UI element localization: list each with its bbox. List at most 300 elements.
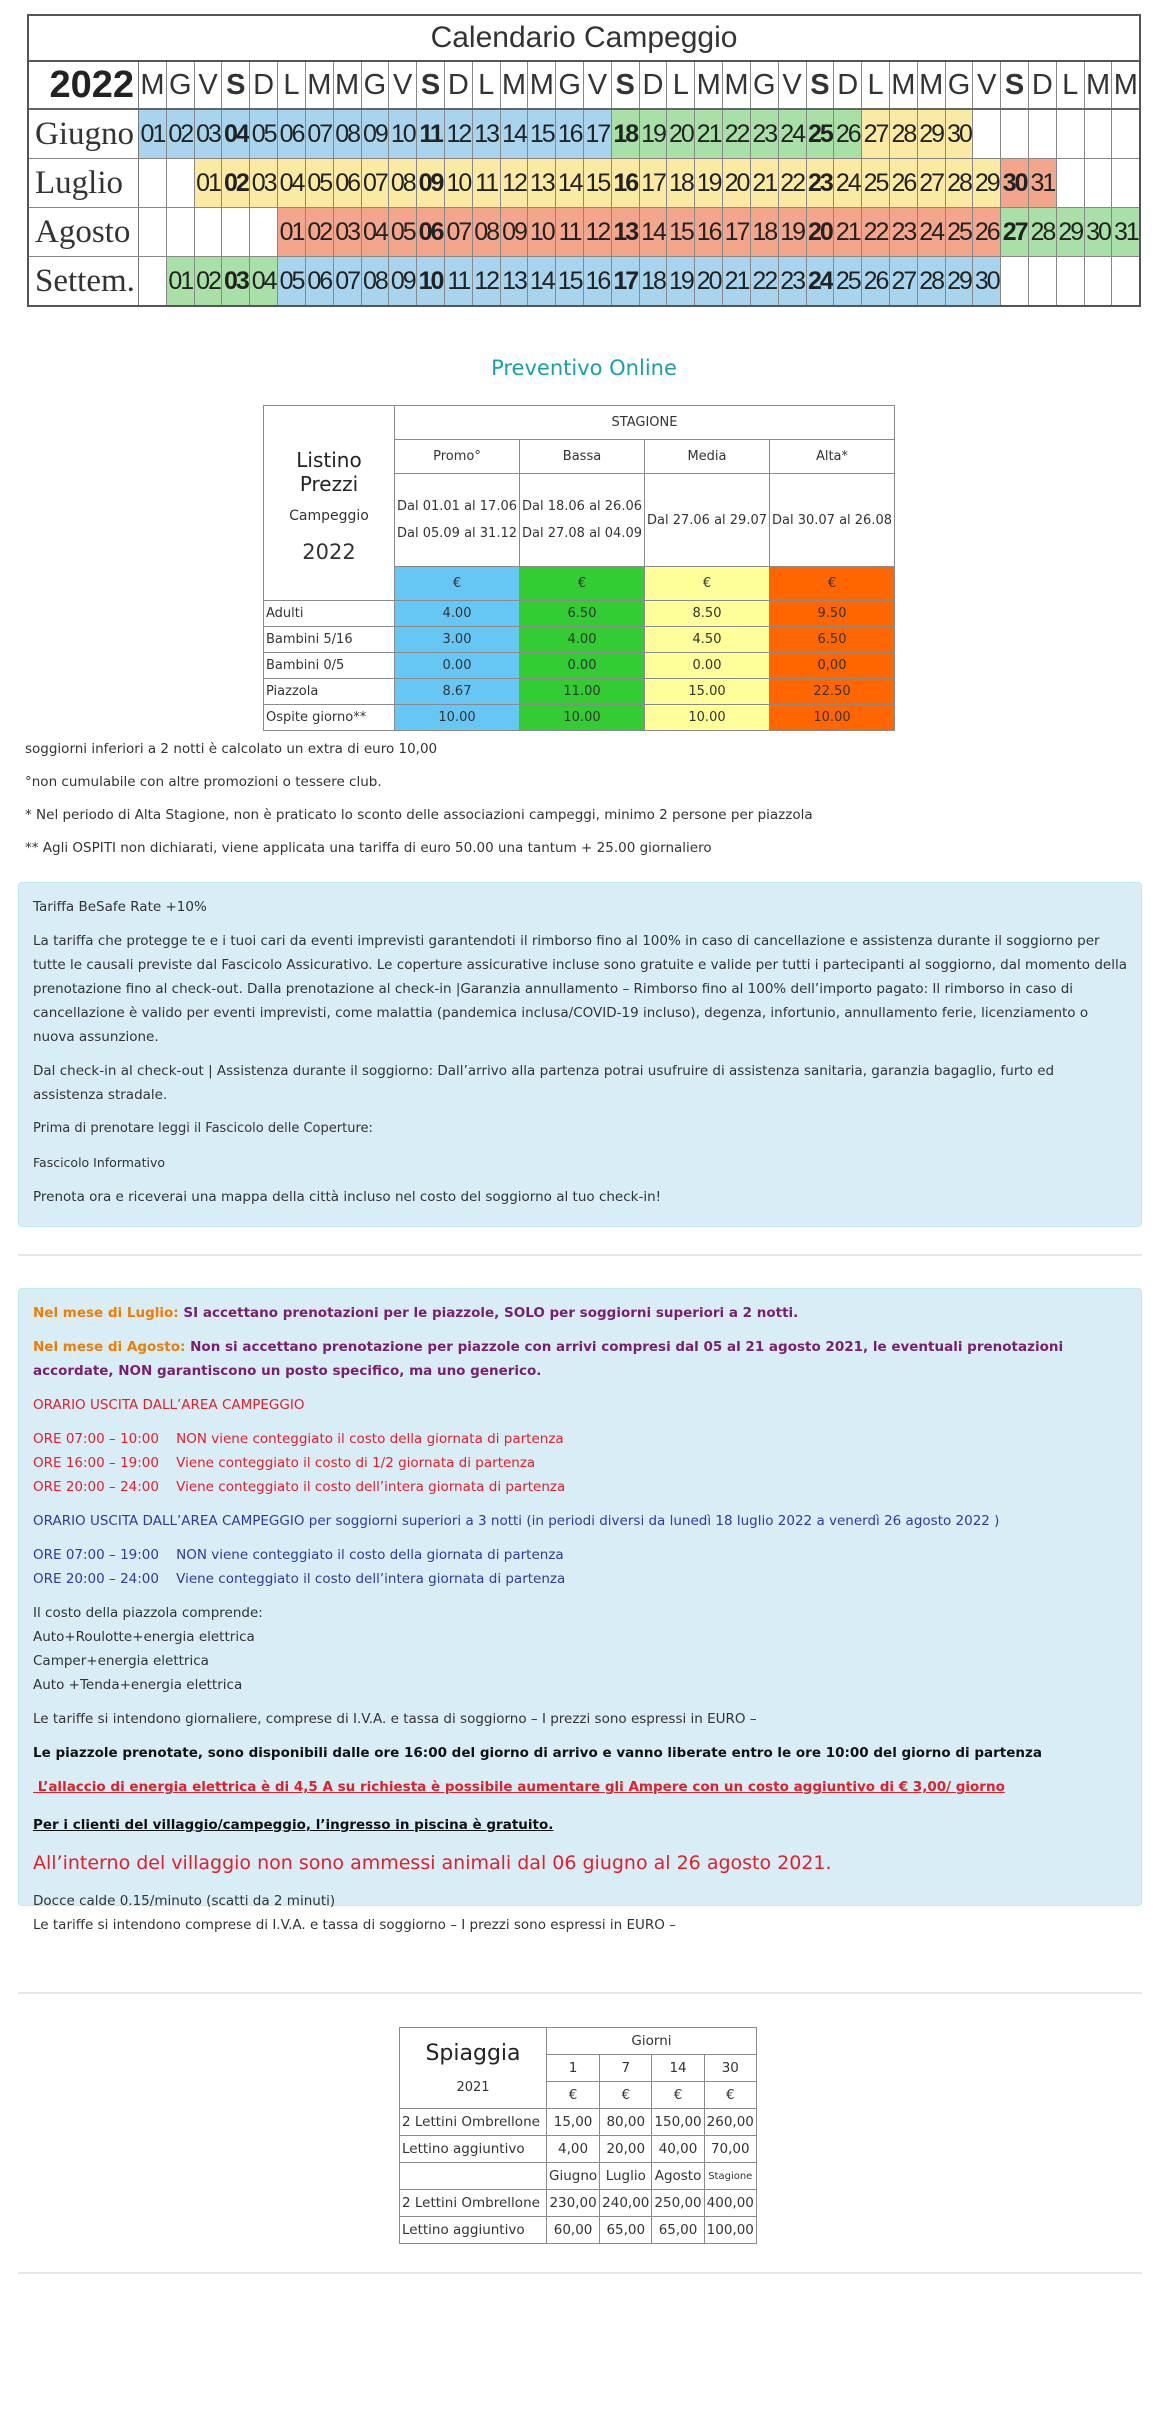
calendar-day: 22 [751, 257, 779, 305]
calendar-day: 27 [918, 159, 946, 207]
calendar-day: 05 [250, 110, 278, 158]
calendar-day: 02 [167, 110, 195, 158]
calendar-day: 21 [834, 208, 862, 256]
calendar-day: 13 [501, 257, 529, 305]
calendar-day: 10 [528, 208, 556, 256]
calendar-day: 22 [779, 159, 807, 207]
price-value: 9.50 [770, 601, 895, 627]
period-range: Dal 30.07 al 26.08 [772, 512, 892, 528]
divider [18, 1992, 1142, 1994]
calendar-day: 08 [362, 257, 390, 305]
season-period [520, 474, 645, 567]
beach-empty-cell [400, 2163, 547, 2190]
month-column-header: Luglio [600, 2163, 652, 2190]
calendar-day: 26 [862, 257, 890, 305]
calendar-weekday-row [29, 62, 1139, 110]
calendar-day: 30 [946, 110, 974, 158]
price-value: 6.50 [770, 627, 895, 653]
beach-row-label: Lettino aggiuntivo [400, 2136, 547, 2163]
calendar-day: 30 [1085, 208, 1113, 256]
calendar-day: 10 [389, 110, 417, 158]
price-row-label: Bambini 5/16 [264, 627, 395, 653]
calendar-day: 19 [695, 159, 723, 207]
weekday-header: V [195, 62, 223, 108]
weekday-header: S [417, 62, 445, 108]
price-value: 0.00 [520, 653, 645, 679]
beach-currency: € [652, 2082, 704, 2109]
calendar-day: 04 [278, 159, 306, 207]
piscina-note: Per i clienti del villaggio/campeggio, l’ingresso in piscina è gratuito. [33, 1817, 554, 1833]
calendar-day: 16 [584, 257, 612, 305]
calendar-day: 27 [862, 110, 890, 158]
calendar-day: 21 [695, 110, 723, 158]
calendar-day: 07 [445, 208, 473, 256]
weekday-header: M [139, 62, 167, 108]
season-period [770, 474, 895, 567]
beach-price: 40,00 [652, 2136, 704, 2163]
beach-day-row [400, 2136, 757, 2163]
price-list-table [263, 405, 895, 731]
calendar-empty-cell [222, 208, 250, 256]
animali-note: All’interno del villaggio non sono ammessi animali dal 06 giugno al 26 agosto 2021. [33, 1852, 832, 1874]
month-column-header: Agosto [652, 2163, 704, 2190]
month-days [139, 110, 1139, 158]
calendar-day: 25 [834, 257, 862, 305]
calendar-day: 25 [807, 110, 835, 158]
weekday-header: M [890, 62, 918, 108]
calendar-day: 04 [362, 208, 390, 256]
calendar-month-row [29, 257, 1139, 305]
weekday-header: L [862, 62, 890, 108]
calendar-day: 15 [556, 257, 584, 305]
listino-subtitle: Campeggio [289, 508, 369, 524]
calendar-day: 06 [334, 159, 362, 207]
beach-currency: € [704, 2082, 756, 2109]
beach-row-label: Lettino aggiuntivo [400, 2217, 547, 2244]
calendar-day: 28 [1029, 208, 1057, 256]
piazzola-includes [33, 1601, 1127, 1697]
season-name: Alta* [770, 440, 895, 474]
calendar-day: 11 [445, 257, 473, 305]
weekday-header: G [751, 62, 779, 108]
calendar-day: 23 [751, 110, 779, 158]
note-ospiti: ** Agli OSPITI non dichiarati, viene applicata una tariffa di euro 50.00 una tantum + 25.00 giornaliero [25, 840, 712, 856]
divider [18, 2272, 1142, 2274]
calendar-day: 22 [862, 208, 890, 256]
beach-price: 20,00 [600, 2136, 652, 2163]
spiaggia-title: Spiaggia [425, 2041, 521, 2066]
weekday-header: M [1085, 62, 1113, 108]
calendar-empty-cell [1112, 110, 1139, 158]
docce-note: Docce calde 0.15/minuto (scatti da 2 minuti) [33, 1893, 336, 1909]
weekday-header: D [834, 62, 862, 108]
calendar-day: 02 [222, 159, 250, 207]
price-row [264, 705, 895, 731]
weekday-header: V [389, 62, 417, 108]
price-value: 10.00 [770, 705, 895, 731]
calendar [27, 14, 1141, 307]
weekday-header: V [779, 62, 807, 108]
season-name: Media [645, 440, 770, 474]
period-range: Dal 27.08 al 04.09 [522, 526, 642, 541]
calendar-day: 16 [695, 208, 723, 256]
price-row [264, 601, 895, 627]
beach-price: 150,00 [652, 2109, 704, 2136]
weekday-header: M [334, 62, 362, 108]
weekday-header: M [1113, 69, 1138, 101]
calendar-day: 01 [167, 257, 195, 305]
calendar-day: 05 [278, 257, 306, 305]
stagione-header: STAGIONE [395, 406, 895, 440]
calendar-day: 24 [834, 159, 862, 207]
calendar-day: 10 [445, 159, 473, 207]
calendar-day: 16 [556, 110, 584, 158]
piazzola-item: Auto+Roulotte+energia elettrica [33, 1629, 255, 1645]
calendar-day: 14 [556, 159, 584, 207]
weekday-header: D [445, 62, 473, 108]
calendar-day: 12 [501, 159, 529, 207]
calendar-day: 26 [890, 159, 918, 207]
weekday-header: L [1057, 62, 1085, 108]
calendar-day: 24 [779, 110, 807, 158]
price-row-label: Ospite giorno** [264, 705, 395, 731]
calendar-day: 03 [195, 110, 223, 158]
note-promo: °non cumulabile con altre promozioni o tessere club. [25, 774, 382, 790]
beach-price: 65,00 [652, 2217, 704, 2244]
price-value: 0.00 [645, 653, 770, 679]
calendar-year: 2022 [29, 62, 139, 108]
calendar-day: 19 [667, 257, 695, 305]
agosto-text: Non si accettano prenotazione per piazzole con arrivi compresi dal 05 al 21 agosto 2021, le eventuali prenotazioni accordate, NON garantiscono un posto specifico, ma uno generico. [33, 1339, 1064, 1379]
calendar-day: 20 [723, 159, 751, 207]
weekday-header: D [250, 62, 278, 108]
calendar-day: 12 [445, 110, 473, 158]
season-period [395, 474, 520, 567]
calendar-day: 12 [584, 208, 612, 256]
price-value: 6.50 [520, 601, 645, 627]
calendar-day: 18 [667, 159, 695, 207]
orario2-line: ORE 20:00 – 24:00 Viene conteggiato il costo dell’intera giornata di partenza [33, 1571, 566, 1587]
calendar-empty-cell [167, 159, 195, 207]
period-range: Dal 18.06 al 26.06 [522, 499, 642, 514]
listino-title: Listino Prezzi [296, 448, 362, 496]
calendar-day: 14 [528, 257, 556, 305]
calendar-day: 01 [195, 159, 223, 207]
luglio-note [33, 1301, 1127, 1325]
calendar-day: 05 [389, 208, 417, 256]
piazzola-intro: Il costo della piazzola comprende: [33, 1605, 263, 1621]
calendar-day: 03 [222, 257, 250, 305]
month-days [139, 208, 1139, 256]
calendar-day: 13 [528, 159, 556, 207]
besafe-info-box [18, 882, 1142, 1227]
tariffe-note: Le tariffe si intendono giornaliere, comprese di I.V.A. e tassa di soggiorno – I prezzi sono espressi in EURO – [33, 1711, 757, 1727]
orario2-title: ORARIO USCITA DALL’AREA CAMPEGGIO per soggiorni superiori a 3 notti (in periodi diversi da lunedì 18 luglio 2022 a venerdì 26 agosto 2022 ) [33, 1513, 1000, 1529]
calendar-day: 25 [946, 208, 974, 256]
calendar-day: 30 [1001, 159, 1029, 207]
calendar-day: 12 [473, 257, 501, 305]
price-value: 10.00 [645, 705, 770, 731]
weekday-header: D [1029, 62, 1057, 108]
calendar-empty-cell [139, 257, 167, 305]
calendar-day: 23 [807, 159, 835, 207]
calendar-day: 14 [501, 110, 529, 158]
calendar-empty-cell [1057, 257, 1085, 305]
season-currency: € [645, 567, 770, 601]
calendar-empty-cell [195, 208, 223, 256]
calendar-empty-cell [1001, 257, 1029, 305]
weekday-header: D [640, 62, 668, 108]
calendar-day: 29 [1057, 208, 1085, 256]
calendar-day: 28 [918, 257, 946, 305]
calendar-day: 21 [751, 159, 779, 207]
agosto-label: Nel mese di Agosto: [33, 1339, 186, 1355]
calendar-day: 09 [417, 159, 445, 207]
agosto-note [33, 1335, 1127, 1383]
calendar-day: 27 [1001, 208, 1029, 256]
weekday-header: S [222, 62, 250, 108]
calendar-day: 15 [584, 159, 612, 207]
weekday-header: G [556, 62, 584, 108]
note-alta: * Nel periodo di Alta Stagione, non è praticato lo sconto delle associazioni campeggi, minimo 2 persone per piazzola [25, 807, 813, 823]
calendar-day: 28 [890, 110, 918, 158]
calendar-day: 10 [417, 257, 445, 305]
weekday-header: M [723, 62, 751, 108]
besafe-map-offer: Prenota ora e riceverai una mappa della città incluso nel costo del soggiorno al tuo check-in! [33, 1189, 662, 1205]
orario-lines [33, 1427, 1127, 1499]
orario2-lines [33, 1543, 1127, 1591]
calendar-day: 24 [918, 208, 946, 256]
calendar-empty-cell [139, 208, 167, 256]
beach-currency: € [547, 2082, 600, 2109]
price-row-label: Bambini 0/5 [264, 653, 395, 679]
season-currency: € [395, 567, 520, 601]
besafe-title: Tariffa BeSafe Rate +10% [33, 899, 207, 915]
calendar-empty-cell [139, 159, 167, 207]
calendar-day: 19 [779, 208, 807, 256]
calendar-empty-cell [1085, 257, 1113, 305]
day-column-header: 7 [600, 2055, 652, 2082]
calendar-day: 04 [250, 257, 278, 305]
calendar-day: 31 [1029, 159, 1057, 207]
calendar-day: 13 [612, 208, 640, 256]
luglio-text: SI accettano prenotazioni per le piazzole, SOLO per soggiorni superiori a 2 notti. [178, 1305, 799, 1321]
price-value: 3.00 [395, 627, 520, 653]
month-column-header: Giugno [547, 2163, 600, 2190]
listino-header [264, 406, 395, 601]
calendar-day: 09 [362, 110, 390, 158]
calendar-day: 02 [306, 208, 334, 256]
booking-info-box [18, 1288, 1142, 1933]
spiaggia-year: 2021 [456, 2080, 490, 2095]
season-period [645, 474, 770, 567]
beach-price: 100,00 [704, 2217, 756, 2244]
calendar-day: 21 [723, 257, 751, 305]
calendar-day: 06 [278, 110, 306, 158]
beach-row-label: 2 Lettini Ombrellone [400, 2109, 547, 2136]
beach-month-row [400, 2217, 757, 2244]
spiaggia-header [400, 2028, 547, 2109]
price-row [264, 679, 895, 705]
calendar-month-row [29, 159, 1139, 208]
orario2-line: ORE 07:00 – 19:00 NON viene conteggiato il costo della giornata di partenza [33, 1547, 564, 1563]
calendar-day: 17 [584, 110, 612, 158]
month-column-header: Stagione [704, 2163, 756, 2190]
extra-notes [33, 1889, 1127, 1937]
orario-line: ORE 07:00 – 10:00 NON viene conteggiato il costo della giornata di partenza [33, 1431, 564, 1447]
besafe-assistance: Dal check-in al check-out | Assistenza durante il soggiorno: Dall’arrivo alla partenza potrai usufruire di assistenza sanitaria, garanzia bagaglio, furto ed assistenza stradale. [33, 1063, 1055, 1103]
month-days [139, 159, 1139, 207]
preventivo-title: Preventivo Online [491, 356, 677, 380]
calendar-day: 18 [640, 257, 668, 305]
calendar-day: 17 [640, 159, 668, 207]
calendar-day: 07 [362, 159, 390, 207]
price-value: 4.00 [395, 601, 520, 627]
beach-price: 60,00 [547, 2217, 600, 2244]
note-short-stay: soggiorni inferiori a 2 notti è calcolato un extra di euro 10,00 [25, 741, 438, 757]
orario-title: ORARIO USCITA DALL’AREA CAMPEGGIO [33, 1397, 305, 1413]
calendar-day: 22 [723, 110, 751, 158]
price-row-label: Adulti [264, 601, 395, 627]
besafe-description: La tariffa che protegge te e i tuoi cari da eventi imprevisti garantendoti il rimborso fino al 100% in caso di cancellazione e assistenza durante il soggiorno per tutte le causali previste dal Fascicolo Assicurativo. Le coperture assicurative incluse sono gratuite e valide per tutti i partecipanti al soggiorno, dal momento della prenotazione fino al check-out. Dalla prenotazione al check-in |Garanzia annullamento – Rimborso fino al 100% dell’importo pagato: Il rimborso in caso di cancellazione è valido per eventi imprevisti, come malattia (pandemica inclusa/COVID-19 incluso), degenza, infortunio, annullamento ferie, licenziamento o nuova assunzione. [33, 933, 1127, 1045]
calendar-day: 03 [334, 208, 362, 256]
weekday-header: M [695, 62, 723, 108]
beach-price: 250,00 [652, 2190, 704, 2217]
luglio-label: Nel mese di Luglio: [33, 1305, 179, 1321]
beach-price: 80,00 [600, 2109, 652, 2136]
calendar-day: 30 [973, 257, 1001, 305]
price-notes [25, 740, 813, 872]
calendar-empty-cell [973, 110, 1001, 158]
calendar-empty-cell [1001, 110, 1029, 158]
price-value: 8.50 [645, 601, 770, 627]
beach-price-table [399, 2027, 757, 2244]
giorni-header: Giorni [547, 2028, 757, 2055]
weekday-header: M [306, 62, 334, 108]
weekday-header: G [167, 62, 195, 108]
weekday-header: S [612, 62, 640, 108]
price-value: 10.00 [395, 705, 520, 731]
calendar-empty-cell [1029, 257, 1057, 305]
season-currency: € [520, 567, 645, 601]
calendar-day: 11 [473, 159, 501, 207]
calendar-empty-cell [1085, 110, 1113, 158]
calendar-day: 19 [640, 110, 668, 158]
energia-note: L’allaccio di energia elettrica è di 4,5 A su richiesta è possibile aumentare gli Ampere con un costo aggiuntivo di € 3,00/ giorno [33, 1779, 1005, 1795]
calendar-day: 26 [973, 208, 1001, 256]
calendar-empty-cell [1029, 110, 1057, 158]
period-range: Dal 27.06 al 29.07 [647, 512, 767, 528]
calendar-day: 26 [834, 110, 862, 158]
calendar-day: 14 [640, 208, 668, 256]
calendar-day: 29 [973, 159, 1001, 207]
calendar-month-row [29, 110, 1139, 159]
calendar-day: 17 [723, 208, 751, 256]
calendar-day: 18 [751, 208, 779, 256]
calendar-day: 16 [612, 159, 640, 207]
beach-price: 65,00 [600, 2217, 652, 2244]
season-currency: € [770, 567, 895, 601]
calendar-empty-cell [1112, 159, 1139, 207]
calendar-day: 07 [306, 110, 334, 158]
piazzola-item: Camper+energia elettrica [33, 1653, 209, 1669]
beach-price: 4,00 [547, 2136, 600, 2163]
month-label: Giugno [29, 110, 139, 158]
day-column-header: 1 [547, 2055, 600, 2082]
price-value: 4.50 [645, 627, 770, 653]
calendar-day: 24 [807, 257, 835, 305]
price-value: 8.67 [395, 679, 520, 705]
price-row-label: Piazzola [264, 679, 395, 705]
calendar-day: 20 [667, 110, 695, 158]
season-name: Bassa [520, 440, 645, 474]
calendar-day: 02 [195, 257, 223, 305]
orario-line: ORE 20:00 – 24:00 Viene conteggiato il costo dell’intera giornata di partenza [33, 1479, 566, 1495]
weekday-header: L [278, 62, 306, 108]
calendar-day: 20 [807, 208, 835, 256]
calendar-day: 08 [334, 110, 362, 158]
calendar-day: 01 [139, 110, 167, 158]
calendar-day: 11 [556, 208, 584, 256]
month-label: Luglio [29, 159, 139, 207]
calendar-day: 09 [389, 257, 417, 305]
besafe-read-first: Prima di prenotare leggi il Fascicolo delle Coperture: [33, 1121, 373, 1136]
divider [18, 1254, 1142, 1256]
calendar-empty-cell [1112, 257, 1139, 305]
day-column-header: 14 [652, 2055, 704, 2082]
calendar-day: 13 [473, 110, 501, 158]
calendar-day: 11 [417, 110, 445, 158]
calendar-day: 17 [612, 257, 640, 305]
weekday-header: M [528, 62, 556, 108]
calendar-day: 08 [389, 159, 417, 207]
period-range: Dal 05.09 al 31.12 [397, 526, 517, 541]
calendar-day: 06 [417, 208, 445, 256]
price-value: 15.00 [645, 679, 770, 705]
piazzole-availability-note: Le piazzole prenotate, sono disponibili dalle ore 16:00 del giorno di arrivo e vanno liberate entro le ore 10:00 del giorno di partenza [33, 1745, 1042, 1761]
season-name: Promo° [395, 440, 520, 474]
calendar-month-row [29, 208, 1139, 257]
beach-row-label: 2 Lettini Ombrellone [400, 2190, 547, 2217]
calendar-day: 03 [250, 159, 278, 207]
beach-price: 230,00 [547, 2190, 600, 2217]
price-value: 22.50 [770, 679, 895, 705]
beach-currency: € [600, 2082, 652, 2109]
weekday-header: M [918, 62, 946, 108]
weekday-header: V [584, 62, 612, 108]
calendar-day: 29 [946, 257, 974, 305]
beach-price: 260,00 [704, 2109, 756, 2136]
price-value: 0.00 [395, 653, 520, 679]
weekday-header: G [946, 62, 974, 108]
calendar-day: 08 [473, 208, 501, 256]
calendar-title: Calendario Campeggio [29, 16, 1139, 62]
month-days [139, 257, 1139, 305]
calendar-day: 23 [890, 208, 918, 256]
period-range: Dal 01.01 al 17.06 [397, 499, 517, 514]
month-label: Settem. [29, 257, 139, 305]
calendar-empty-cell [1085, 159, 1113, 207]
fascicolo-link[interactable]: Fascicolo Informativo [33, 1155, 166, 1170]
listino-year: 2022 [302, 540, 356, 564]
beach-price: 240,00 [600, 2190, 652, 2217]
calendar-day: 07 [334, 257, 362, 305]
weekday-header: G [362, 62, 390, 108]
price-value: 0,00 [770, 653, 895, 679]
calendar-day: 15 [528, 110, 556, 158]
beach-price: 400,00 [704, 2190, 756, 2217]
month-label: Agosto [29, 208, 139, 256]
